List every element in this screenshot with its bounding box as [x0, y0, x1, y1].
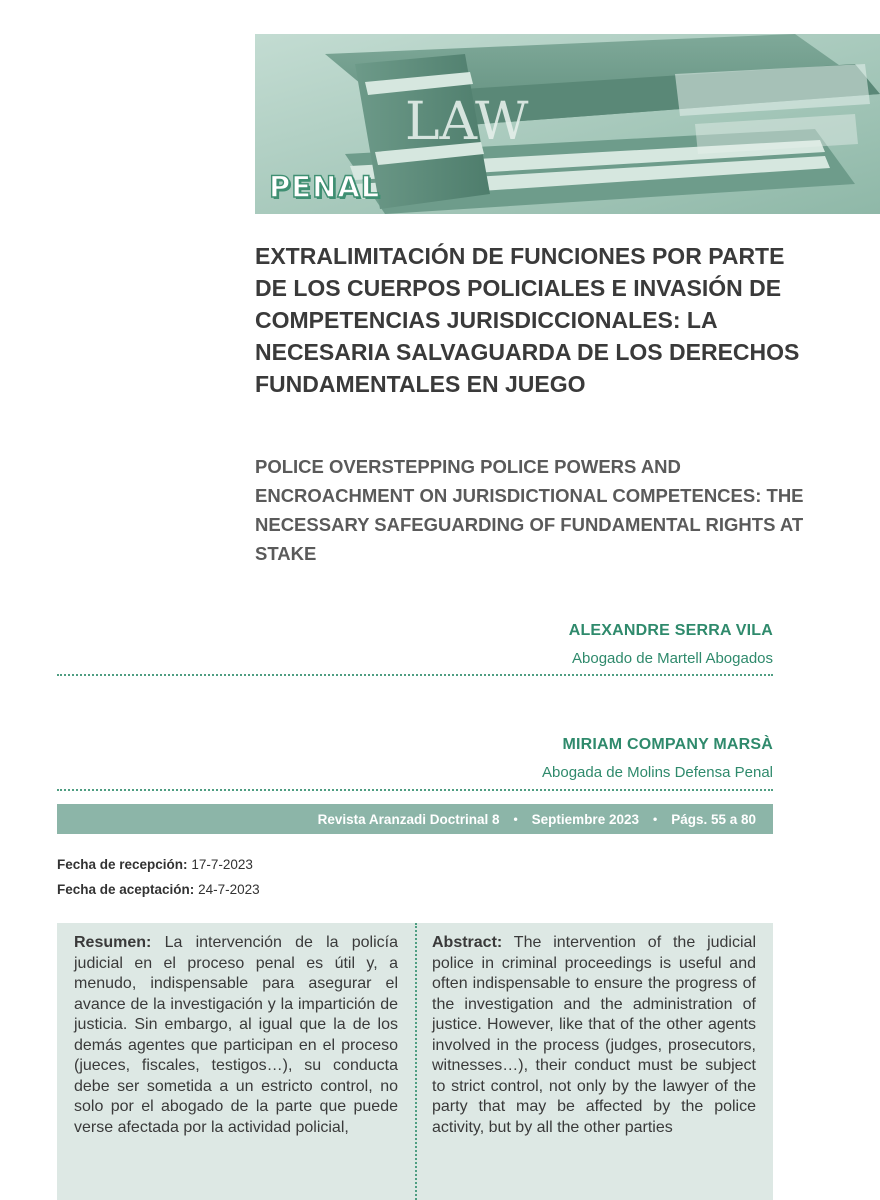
- received-date: 17-7-2023: [191, 857, 253, 872]
- abstract-en-label: Abstract:: [432, 934, 503, 951]
- column-divider: [415, 923, 417, 1200]
- author-block: [542, 736, 773, 781]
- abstract-es: [74, 933, 398, 1138]
- article-title-en: POLICE OVERSTEPPING POLICE POWERS AND ENCROACHMENT ON JURISDICTIONAL COMPETENCES: THE NECESSARY SAFEGUARDING OF FUNDAMENTAL RIGHTS AT STAKE: [255, 456, 804, 564]
- abstract-en-text: The intervention of the judicial police in criminal proceedings is useful and often indispensable to ensure the progress of the investigation and the administration of justice. However, like that of the other agents involved in the process (judges, prosecutors, witnesses…), their conduct must be subject to strict control, not only by the lawyer of the party that may be affected by the police activity, but by all the other parties: [432, 934, 756, 1136]
- section-label: PENAL: [269, 170, 381, 204]
- author-affiliation: Abogado de Martell Abogados: [572, 650, 773, 667]
- abstract-en: [432, 933, 756, 1138]
- dotted-divider: [57, 674, 773, 676]
- accepted-date-row: [57, 877, 260, 902]
- journal-date: Septiembre 2023: [531, 811, 639, 827]
- author-block: [569, 622, 773, 667]
- accepted-label: Fecha de aceptación:: [57, 882, 195, 897]
- header-image: [255, 34, 880, 214]
- dotted-divider: [57, 789, 773, 791]
- bullet-separator: •: [513, 812, 518, 826]
- accepted-date: 24-7-2023: [198, 882, 260, 897]
- author-affiliation: Abogada de Molins Defensa Penal: [542, 764, 773, 781]
- bullet-separator: •: [652, 812, 658, 826]
- abstract-es-text: La intervención de la policía judicial en el proceso penal es útil y, a menudo, indispensable para asegurar el avance de la investigación y la impartición de justicia. Sin embargo, al igual que la de los demás agentes que participan en el proceso (jueces, fiscales, testigos…), su conducta debe ser sometida a un estricto control, no solo por el abogado de la parte que puede verse afectada por la actividad policial,: [74, 934, 398, 1136]
- spine-law-text: LAW: [405, 92, 529, 152]
- journal-name: Revista Aranzadi Doctrinal 8: [317, 811, 500, 827]
- submission-dates: [57, 852, 260, 902]
- journal-info-bar: [57, 804, 773, 834]
- received-date-row: [57, 852, 260, 877]
- author-name: ALEXANDRE SERRA VILA: [568, 622, 773, 639]
- author-name: MIRIAM COMPANY MARSÀ: [562, 736, 773, 753]
- abstract-es-label: Resumen:: [74, 934, 152, 951]
- article-title-es: EXTRALIMITACIÓN DE FUNCIONES POR PARTE DE LOS CUERPOS POLICIALES E INVASIÓN DE COMPETENCIAS JURISDICCIONALES: LA NECESARIA SALVAGUARDA DE LOS DERECHOS FUNDAMENTALES EN JUEGO: [255, 243, 800, 397]
- journal-pages: Págs. 55 a 80: [671, 811, 756, 827]
- received-label: Fecha de recepción:: [57, 857, 188, 872]
